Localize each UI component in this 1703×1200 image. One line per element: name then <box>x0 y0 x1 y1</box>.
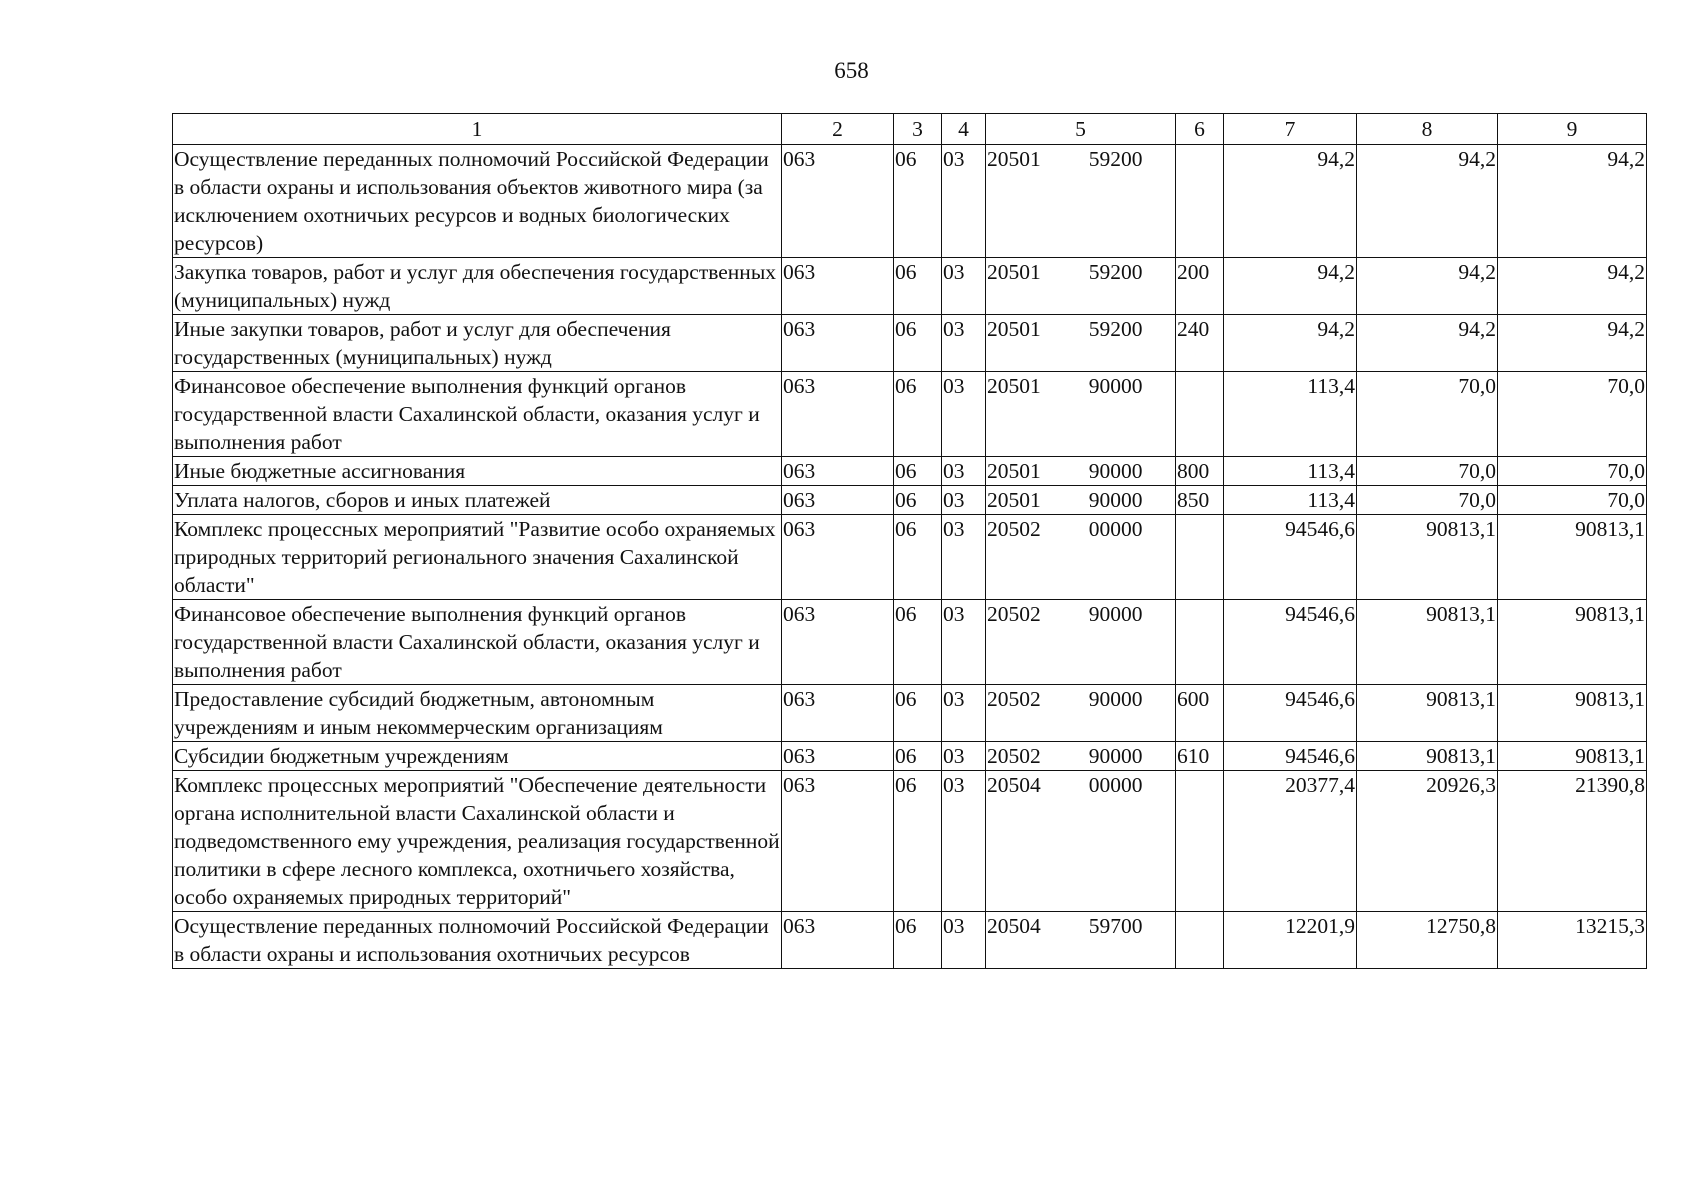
amount-col8-cell: 90813,1 <box>1357 600 1498 685</box>
column-header: 6 <box>1176 114 1224 145</box>
expense-type-cell: 800 <box>1176 457 1224 486</box>
amount-col7-cell: 94,2 <box>1224 145 1357 258</box>
target-article-cell <box>986 771 1176 912</box>
target-article-direction-code: 90000 <box>1088 488 1143 512</box>
target-article-program-code: 20502 <box>987 517 1041 541</box>
section-code-cell: 06 <box>894 912 942 969</box>
amount-col7-cell: 113,4 <box>1224 457 1357 486</box>
amount-col8-cell: 90813,1 <box>1357 685 1498 742</box>
table-row <box>173 685 1647 742</box>
subsection-code-cell: 03 <box>942 771 986 912</box>
row-name-cell: Закупка товаров, работ и услуг для обеспечения государственных (муниципальных) нужд <box>173 258 782 315</box>
expense-type-cell: 600 <box>1176 685 1224 742</box>
row-name-cell: Уплата налогов, сборов и иных платежей <box>173 486 782 515</box>
amount-col7-cell: 94546,6 <box>1224 515 1357 600</box>
amount-col8-cell: 94,2 <box>1357 315 1498 372</box>
target-article-program-code: 20504 <box>987 773 1041 797</box>
amount-col8-cell: 12750,8 <box>1357 912 1498 969</box>
expense-type-cell: 850 <box>1176 486 1224 515</box>
column-header: 9 <box>1498 114 1647 145</box>
amount-col7-cell: 113,4 <box>1224 486 1357 515</box>
row-name-cell: Предоставление субсидий бюджетным, автономным учреждениям и иным некоммерческим организациям <box>173 685 782 742</box>
amount-col8-cell: 94,2 <box>1357 145 1498 258</box>
amount-col8-cell: 70,0 <box>1357 486 1498 515</box>
amount-col7-cell: 12201,9 <box>1224 912 1357 969</box>
column-header: 7 <box>1224 114 1357 145</box>
expense-type-cell: 610 <box>1176 742 1224 771</box>
admin-code-cell: 063 <box>782 315 894 372</box>
table-row <box>173 515 1647 600</box>
target-article-cell <box>986 457 1176 486</box>
column-header: 4 <box>942 114 986 145</box>
admin-code-cell: 063 <box>782 258 894 315</box>
table-row <box>173 315 1647 372</box>
subsection-code-cell: 03 <box>942 486 986 515</box>
row-name-cell: Комплекс процессных мероприятий "Обеспечение деятельности органа исполнительной власти Сахалинской области и подведомственного ему учреждения, реализация государственной политики в сфере лесного комплекса, охотничьего хозяйства, особо охраняемых природных территорий" <box>173 771 782 912</box>
subsection-code-cell: 03 <box>942 600 986 685</box>
section-code-cell: 06 <box>894 258 942 315</box>
target-article-cell <box>986 486 1176 515</box>
section-code-cell: 06 <box>894 145 942 258</box>
row-name-cell: Финансовое обеспечение выполнения функций органов государственной власти Сахалинской области, оказания услуг и выполнения работ <box>173 600 782 685</box>
amount-col8-cell: 70,0 <box>1357 457 1498 486</box>
amount-col7-cell: 94,2 <box>1224 258 1357 315</box>
target-article-cell <box>986 685 1176 742</box>
amount-col8-cell: 90813,1 <box>1357 742 1498 771</box>
expense-type-cell <box>1176 372 1224 457</box>
amount-col7-cell: 94546,6 <box>1224 742 1357 771</box>
target-article-program-code: 20501 <box>987 260 1041 284</box>
table-row <box>173 600 1647 685</box>
amount-col9-cell: 13215,3 <box>1498 912 1647 969</box>
section-code-cell: 06 <box>894 315 942 372</box>
subsection-code-cell: 03 <box>942 685 986 742</box>
column-header: 8 <box>1357 114 1498 145</box>
amount-col8-cell: 90813,1 <box>1357 515 1498 600</box>
expense-type-cell: 240 <box>1176 315 1224 372</box>
admin-code-cell: 063 <box>782 771 894 912</box>
section-code-cell: 06 <box>894 515 942 600</box>
subsection-code-cell: 03 <box>942 742 986 771</box>
amount-col9-cell: 94,2 <box>1498 258 1647 315</box>
section-code-cell: 06 <box>894 457 942 486</box>
target-article-program-code: 20501 <box>987 459 1041 483</box>
target-article-direction-code: 00000 <box>1088 517 1143 541</box>
target-article-direction-code: 59200 <box>1088 260 1143 284</box>
target-article-program-code: 20501 <box>987 488 1041 512</box>
subsection-code-cell: 03 <box>942 457 986 486</box>
table-row <box>173 258 1647 315</box>
row-name-cell: Иные закупки товаров, работ и услуг для обеспечения государственных (муниципальных) нужд <box>173 315 782 372</box>
target-article-program-code: 20502 <box>987 687 1041 711</box>
target-article-direction-code: 90000 <box>1088 374 1143 398</box>
target-article-cell <box>986 372 1176 457</box>
amount-col8-cell: 94,2 <box>1357 258 1498 315</box>
admin-code-cell: 063 <box>782 742 894 771</box>
section-code-cell: 06 <box>894 771 942 912</box>
target-article-direction-code: 90000 <box>1088 687 1143 711</box>
row-name-cell: Субсидии бюджетным учреждениям <box>173 742 782 771</box>
amount-col7-cell: 94546,6 <box>1224 685 1357 742</box>
amount-col9-cell: 90813,1 <box>1498 515 1647 600</box>
target-article-direction-code: 59700 <box>1088 914 1143 938</box>
expense-type-cell <box>1176 600 1224 685</box>
expense-type-cell: 200 <box>1176 258 1224 315</box>
amount-col9-cell: 90813,1 <box>1498 742 1647 771</box>
table-row <box>173 457 1647 486</box>
table-header-row <box>173 114 1647 145</box>
table-row <box>173 771 1647 912</box>
subsection-code-cell: 03 <box>942 258 986 315</box>
target-article-direction-code: 90000 <box>1088 602 1143 626</box>
target-article-program-code: 20504 <box>987 914 1041 938</box>
section-code-cell: 06 <box>894 600 942 685</box>
amount-col7-cell: 113,4 <box>1224 372 1357 457</box>
expense-type-cell <box>1176 145 1224 258</box>
admin-code-cell: 063 <box>782 145 894 258</box>
target-article-cell <box>986 912 1176 969</box>
admin-code-cell: 063 <box>782 912 894 969</box>
amount-col9-cell: 70,0 <box>1498 372 1647 457</box>
amount-col8-cell: 20926,3 <box>1357 771 1498 912</box>
row-name-cell: Финансовое обеспечение выполнения функций органов государственной власти Сахалинской области, оказания услуг и выполнения работ <box>173 372 782 457</box>
admin-code-cell: 063 <box>782 600 894 685</box>
amount-col9-cell: 70,0 <box>1498 457 1647 486</box>
table-body <box>173 145 1647 969</box>
amount-col9-cell: 70,0 <box>1498 486 1647 515</box>
subsection-code-cell: 03 <box>942 912 986 969</box>
target-article-cell <box>986 515 1176 600</box>
amount-col7-cell: 94546,6 <box>1224 600 1357 685</box>
section-code-cell: 06 <box>894 685 942 742</box>
column-header: 2 <box>782 114 894 145</box>
amount-col7-cell: 20377,4 <box>1224 771 1357 912</box>
row-name-cell: Комплекс процессных мероприятий "Развитие особо охраняемых природных территорий регионального значения Сахалинской области" <box>173 515 782 600</box>
section-code-cell: 06 <box>894 372 942 457</box>
target-article-program-code: 20501 <box>987 147 1041 171</box>
subsection-code-cell: 03 <box>942 315 986 372</box>
target-article-direction-code: 59200 <box>1088 317 1143 341</box>
subsection-code-cell: 03 <box>942 515 986 600</box>
target-article-direction-code: 90000 <box>1088 744 1143 768</box>
table-row <box>173 486 1647 515</box>
column-header: 5 <box>986 114 1176 145</box>
expense-type-cell <box>1176 912 1224 969</box>
amount-col9-cell: 21390,8 <box>1498 771 1647 912</box>
target-article-program-code: 20501 <box>987 317 1041 341</box>
target-article-cell <box>986 258 1176 315</box>
target-article-direction-code: 00000 <box>1088 773 1143 797</box>
section-code-cell: 06 <box>894 486 942 515</box>
admin-code-cell: 063 <box>782 372 894 457</box>
table-row <box>173 742 1647 771</box>
table-row <box>173 912 1647 969</box>
subsection-code-cell: 03 <box>942 145 986 258</box>
admin-code-cell: 063 <box>782 486 894 515</box>
admin-code-cell: 063 <box>782 515 894 600</box>
page-number: 658 <box>834 58 869 83</box>
target-article-direction-code: 90000 <box>1088 459 1143 483</box>
amount-col9-cell: 94,2 <box>1498 145 1647 258</box>
target-article-cell <box>986 145 1176 258</box>
expense-type-cell <box>1176 515 1224 600</box>
subsection-code-cell: 03 <box>942 372 986 457</box>
amount-col9-cell: 90813,1 <box>1498 685 1647 742</box>
row-name-cell: Осуществление переданных полномочий Российской Федерации в области охраны и использования объектов животного мира (за исключением охотничьих ресурсов и водных биологических ресурсов) <box>173 145 782 258</box>
table-row <box>173 145 1647 258</box>
column-header: 3 <box>894 114 942 145</box>
target-article-cell <box>986 315 1176 372</box>
target-article-program-code: 20502 <box>987 744 1041 768</box>
row-name-cell: Осуществление переданных полномочий Российской Федерации в области охраны и использования охотничьих ресурсов <box>173 912 782 969</box>
target-article-cell <box>986 600 1176 685</box>
target-article-program-code: 20502 <box>987 602 1041 626</box>
amount-col7-cell: 94,2 <box>1224 315 1357 372</box>
table-row <box>173 372 1647 457</box>
section-code-cell: 06 <box>894 742 942 771</box>
row-name-cell: Иные бюджетные ассигнования <box>173 457 782 486</box>
target-article-cell <box>986 742 1176 771</box>
target-article-direction-code: 59200 <box>1088 147 1143 171</box>
admin-code-cell: 063 <box>782 457 894 486</box>
admin-code-cell: 063 <box>782 685 894 742</box>
expense-type-cell <box>1176 771 1224 912</box>
amount-col8-cell: 70,0 <box>1357 372 1498 457</box>
budget-table <box>172 113 1647 969</box>
target-article-program-code: 20501 <box>987 374 1041 398</box>
amount-col9-cell: 94,2 <box>1498 315 1647 372</box>
amount-col9-cell: 90813,1 <box>1498 600 1647 685</box>
column-header: 1 <box>173 114 782 145</box>
